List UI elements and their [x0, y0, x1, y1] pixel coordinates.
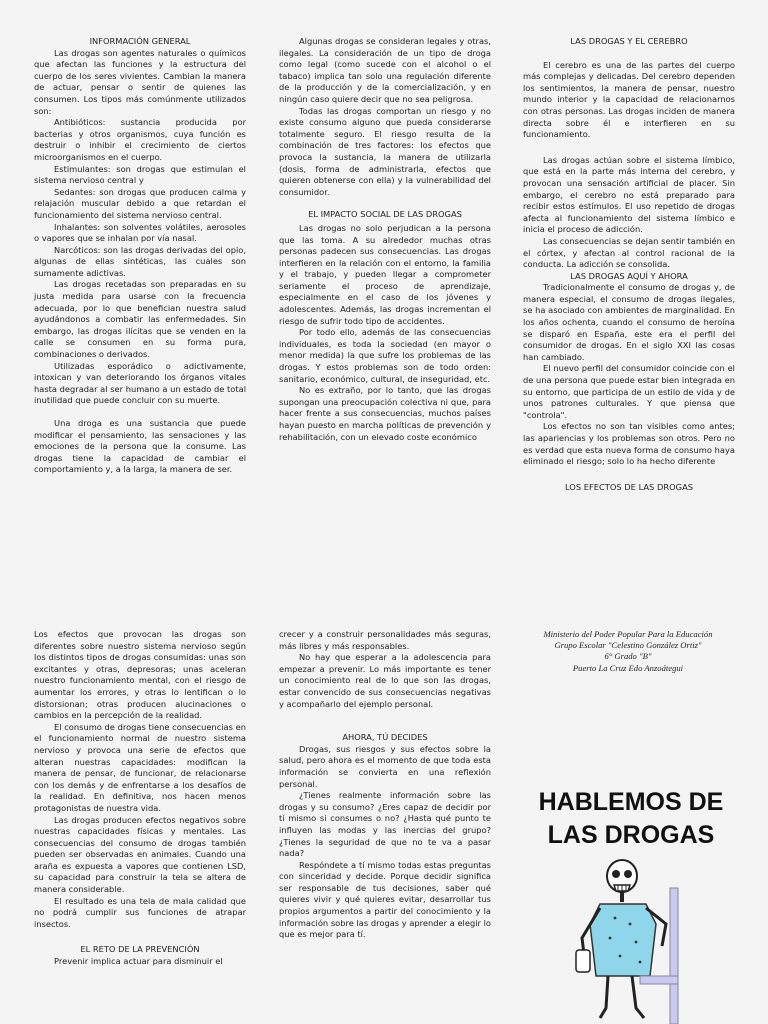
paragraph: Utilizadas esporádico o adictivamente, intoxican y van deteriorando los órganos vitales hasta degradar al ser humano a un estado de total inutilidad que puede concluir con su muerte. — [34, 360, 246, 406]
school-name: Grupo Escolar "Celestino González Ortiz" — [554, 640, 702, 651]
paragraph: Las drogas producen efectos negativos sobre nuestras capacidades físicas y mentales. Las consecuencias del consumo de drogas también pueden ser observadas en animales. Cuando una araña es expuesta a vapores que contienen LSD, su capacidad para construir la tela se altera de manera considerable. — [34, 814, 246, 895]
section-title: EL IMPACTO SOCIAL DE LAS DROGAS — [308, 209, 462, 220]
paragraph: Las drogas no solo perjudican a la persona que las toma. A su alrededor muchas otras personas padecen sus consecuencias. Las drogas interfieren en la relación con el entorno, la familia y el trabajo, y pueden llegar a comprometer seriamente el proceso de aprendizaje, especialmente en el caso de los jóvenes y adolescentes. Además, las drogas incrementan el riesgo de sufrir todo tipo de accidentes. — [279, 222, 491, 326]
paragraph: Inhalantes: son solventes volátiles, aerosoles o vapores que se inhalan por vía nasal. — [34, 221, 246, 244]
paragraph: Una droga es una sustancia que puede modificar el pensamiento, las sensaciones y las emociones de la persona que la consume. Las drogas tiene la capacidad de cambiar el comportamiento y, a la larga, la manera de ser. — [34, 418, 246, 475]
paragraph: Las drogas actúan sobre el sistema límbico, que está en la parte más interna del cerebro, y provocan una sensación artificial de placer. Sin embargo, el cerebro no está preparado para recibir estos estímulos. El uso repetido de drogas afecta al funcionamiento del sistema límbico e inicia el proceso de adicción. — [523, 154, 735, 235]
grade: 6° Grado "B" — [604, 651, 652, 662]
column-efectos — [34, 629, 246, 968]
paragraph: Las drogas son agentes naturales o químicos que afectan las funciones y la estructura del cuerpo de los seres vivientes. Cambian la manera de actuar, pensar o sentir de quienes las consumen. Los tipos más comúnmente utilizados son: — [34, 47, 246, 116]
paragraph: El cerebro es una de las partes del cuerpo más complejas y delicadas. Del cerebro dependen los sentimientos, la manera de pensar, nuestro mundo interior y la capacidad de relacionarnos con otras personas. Las drogas inciden de manera directa sobre él e interfieren en su funcionamiento. — [523, 59, 735, 140]
paragraph: Estimulantes: son drogas que estimulan el sistema nervioso central y — [34, 163, 246, 186]
section-title: LOS EFECTOS DE LAS DROGAS — [564, 481, 694, 492]
school-credits — [520, 629, 736, 674]
cover-title-line-1: HABLEMOS DE — [538, 788, 724, 816]
paragraph: El resultado es una tela de mala calidad que no podrá cumplir sus funciones de atrapar insectos. — [34, 895, 246, 929]
paragraph: Prevenir implica actuar para disminuir el — [54, 956, 223, 967]
section-title: LAS DROGAS Y EL CEREBRO — [570, 36, 688, 46]
paragraph: Los efectos no son tan visibles como antes; las apariencias y los problemas son otros. Pero no es verdad que esta nueva forma de consumo haya eliminado el riesgo; solo lo ha hecho diferente — [523, 421, 735, 467]
paragraph: Por todo ello, además de las consecuencias individuales, es toda la sociedad (en mayor o menor medida) la que sufre los problemas de las drogas. Y estos problemas son de todo orden: sanitario, económico, cultural, de inseguridad, etc. — [279, 327, 491, 384]
paragraph: No hay que esperar a la adolescencia para empezar a prevenir. Lo más importante es tener un conocimiento real de lo que son las drogas, estar convencido de sus consecuencias negativas y acompañarlo del ejemplo personal. — [279, 652, 491, 709]
paragraph: El nuevo perfil del consumidor coincide con el de una persona que puede estar bien integrada en su entorno, que participa de un estilo de vida y de unos patrones culturales. Y que piensa que "controla". — [523, 363, 735, 420]
paragraph: Algunas drogas se consideran legales y otras, ilegales. La consideración de un tipo de droga como legal (como sucede con el alcohol o el tabaco) implica tan solo una regulación diferente de la producción y de la comercialización, y en ningún caso quiere decir que no sea peligrosa. — [279, 36, 491, 104]
column-drogas-cerebro — [523, 36, 735, 493]
paragraph: Los efectos que provocan las drogas son diferentes sobre nuestro sistema nervioso según los distintos tipos de drogas consumidas: unas son excitantes y otras, depresoras; unas aceleran nuestro funcionamiento mental, con el riesgo de aumentar los errores, y otras lo lentifican o lo distorsionan; otras producen alucinaciones o cambios en la percepción de la realidad. — [34, 629, 246, 721]
section-title: EL RETO DE LA PREVENCIÓN — [80, 944, 200, 955]
location: Puerto La Cruz Edo Anzoátegui — [572, 662, 684, 673]
ministry-name: Ministerio del Poder Popular Para la Educación — [543, 629, 713, 639]
paragraph: Narcóticos: son las drogas derivadas del opio, algunas de ellas sintéticas, las cuales son sumamente adictivas. — [34, 244, 246, 278]
column-informacion-general — [34, 36, 246, 476]
paragraph: El consumo de drogas tiene consecuencias en el funcionamiento normal de nuestro sistema nervioso y provoca una serie de efectos que alteran nuestras capacidades: modifican la manera de pensar, de funcionar, de relacionarse con los demás y de enfrentarse a los desafíos de la realidad. En definitiva, nos hacen menos protagonistas de nuestra vida. — [34, 721, 246, 813]
paragraph: Las consecuencias se dejan sentir también en el córtex, y afectan al control racional de la conducta. La adicción se consolida. — [523, 235, 735, 270]
section-title: AHORA, TÚ DECIDES — [342, 732, 428, 743]
column-tu-decides — [279, 629, 491, 941]
skeleton-icon — [570, 858, 700, 1024]
paragraph: ¿Tienes realmente información sobre las drogas y su consumo? ¿Eres capaz de decidir por tí mismo si consumes o no? ¿Hasta qué punto te influyen las modas y las inercias del grupo? ¿Tienes la seguridad de que no te va a pasar nada? — [279, 790, 491, 859]
paragraph: No es extraño, por lo tanto, que las drogas supongan una preocupación colectiva ni que, para hacer frente a sus consecuencias, muchos países hayan puesto en marcha políticas de prevención y rehabilitación, con un elevado coste económico — [279, 385, 491, 442]
paragraph: Respóndete a tí mismo todas estas preguntas con sinceridad y decide. Porque decidir significa ser responsable de tus decisiones, saber qué quieres vivir y qué quieres evitar, desarrollar tus propios argumentos a partir del conocimiento y la información sobre las drogas y aprender a elegir lo que es mejor para tí. — [279, 859, 491, 940]
paragraph: Todas las drogas comportan un riesgo y no existe consumo alguno que pueda considerarse totalmente seguro. El riesgo resulta de la combinación de tres factores: los efectos que provoca la sustancia, la manera de utilizarla (dosis, forma de administrarla, efectos que quieren obtenerse con ella) y la vulnerabilidad del consumidor. — [279, 105, 491, 197]
paragraph: Las drogas recetadas son preparadas en su justa medida para usarse con la frecuencia adecuada, por lo que benefician nuestra salud ayudándonos a combatir las enfermedades. Sin embargo, las drogas ilícitas que se venden en la calle se consumen en su forma pura, combinaciones o derivados. — [34, 279, 246, 360]
cover-title — [513, 786, 749, 852]
paragraph: crecer y a construir personalidades más seguras, más libres y más responsables. — [279, 629, 491, 651]
cover-title-line-2: LAS DROGAS — [547, 821, 715, 849]
paragraph: Tradicionalmente el consumo de drogas y, de manera especial, el consumo de drogas ilegales, se ha asociado con ambientes de marginalidad. En los años ochenta, cuando el consumo de heroína se disparó en España, este era el perfil del consumidor de drogas. En el siglo XXI las cosas han cambiado. — [523, 282, 735, 362]
section-title: LAS DROGAS AQUÍ Y AHORA — [570, 270, 688, 281]
paragraph: Drogas, sus riesgos y sus efectos sobre la salud, pero ahora es el momento de que toda esta información se convierta en una reflexión personal. — [279, 743, 491, 789]
section-title: INFORMACIÓN GENERAL — [89, 36, 191, 46]
column-impacto-social — [279, 36, 491, 443]
paragraph: Sedantes: son drogas que producen calma y relajación muscular debido a que retardan el funcionamiento del sistema nervioso central. — [34, 186, 246, 220]
paragraph: Antibióticos: sustancia producida por bacterias y otros organismos, cuya función es destruir o inhibir el crecimiento de ciertos microorganismos en el cuerpo. — [34, 117, 246, 162]
